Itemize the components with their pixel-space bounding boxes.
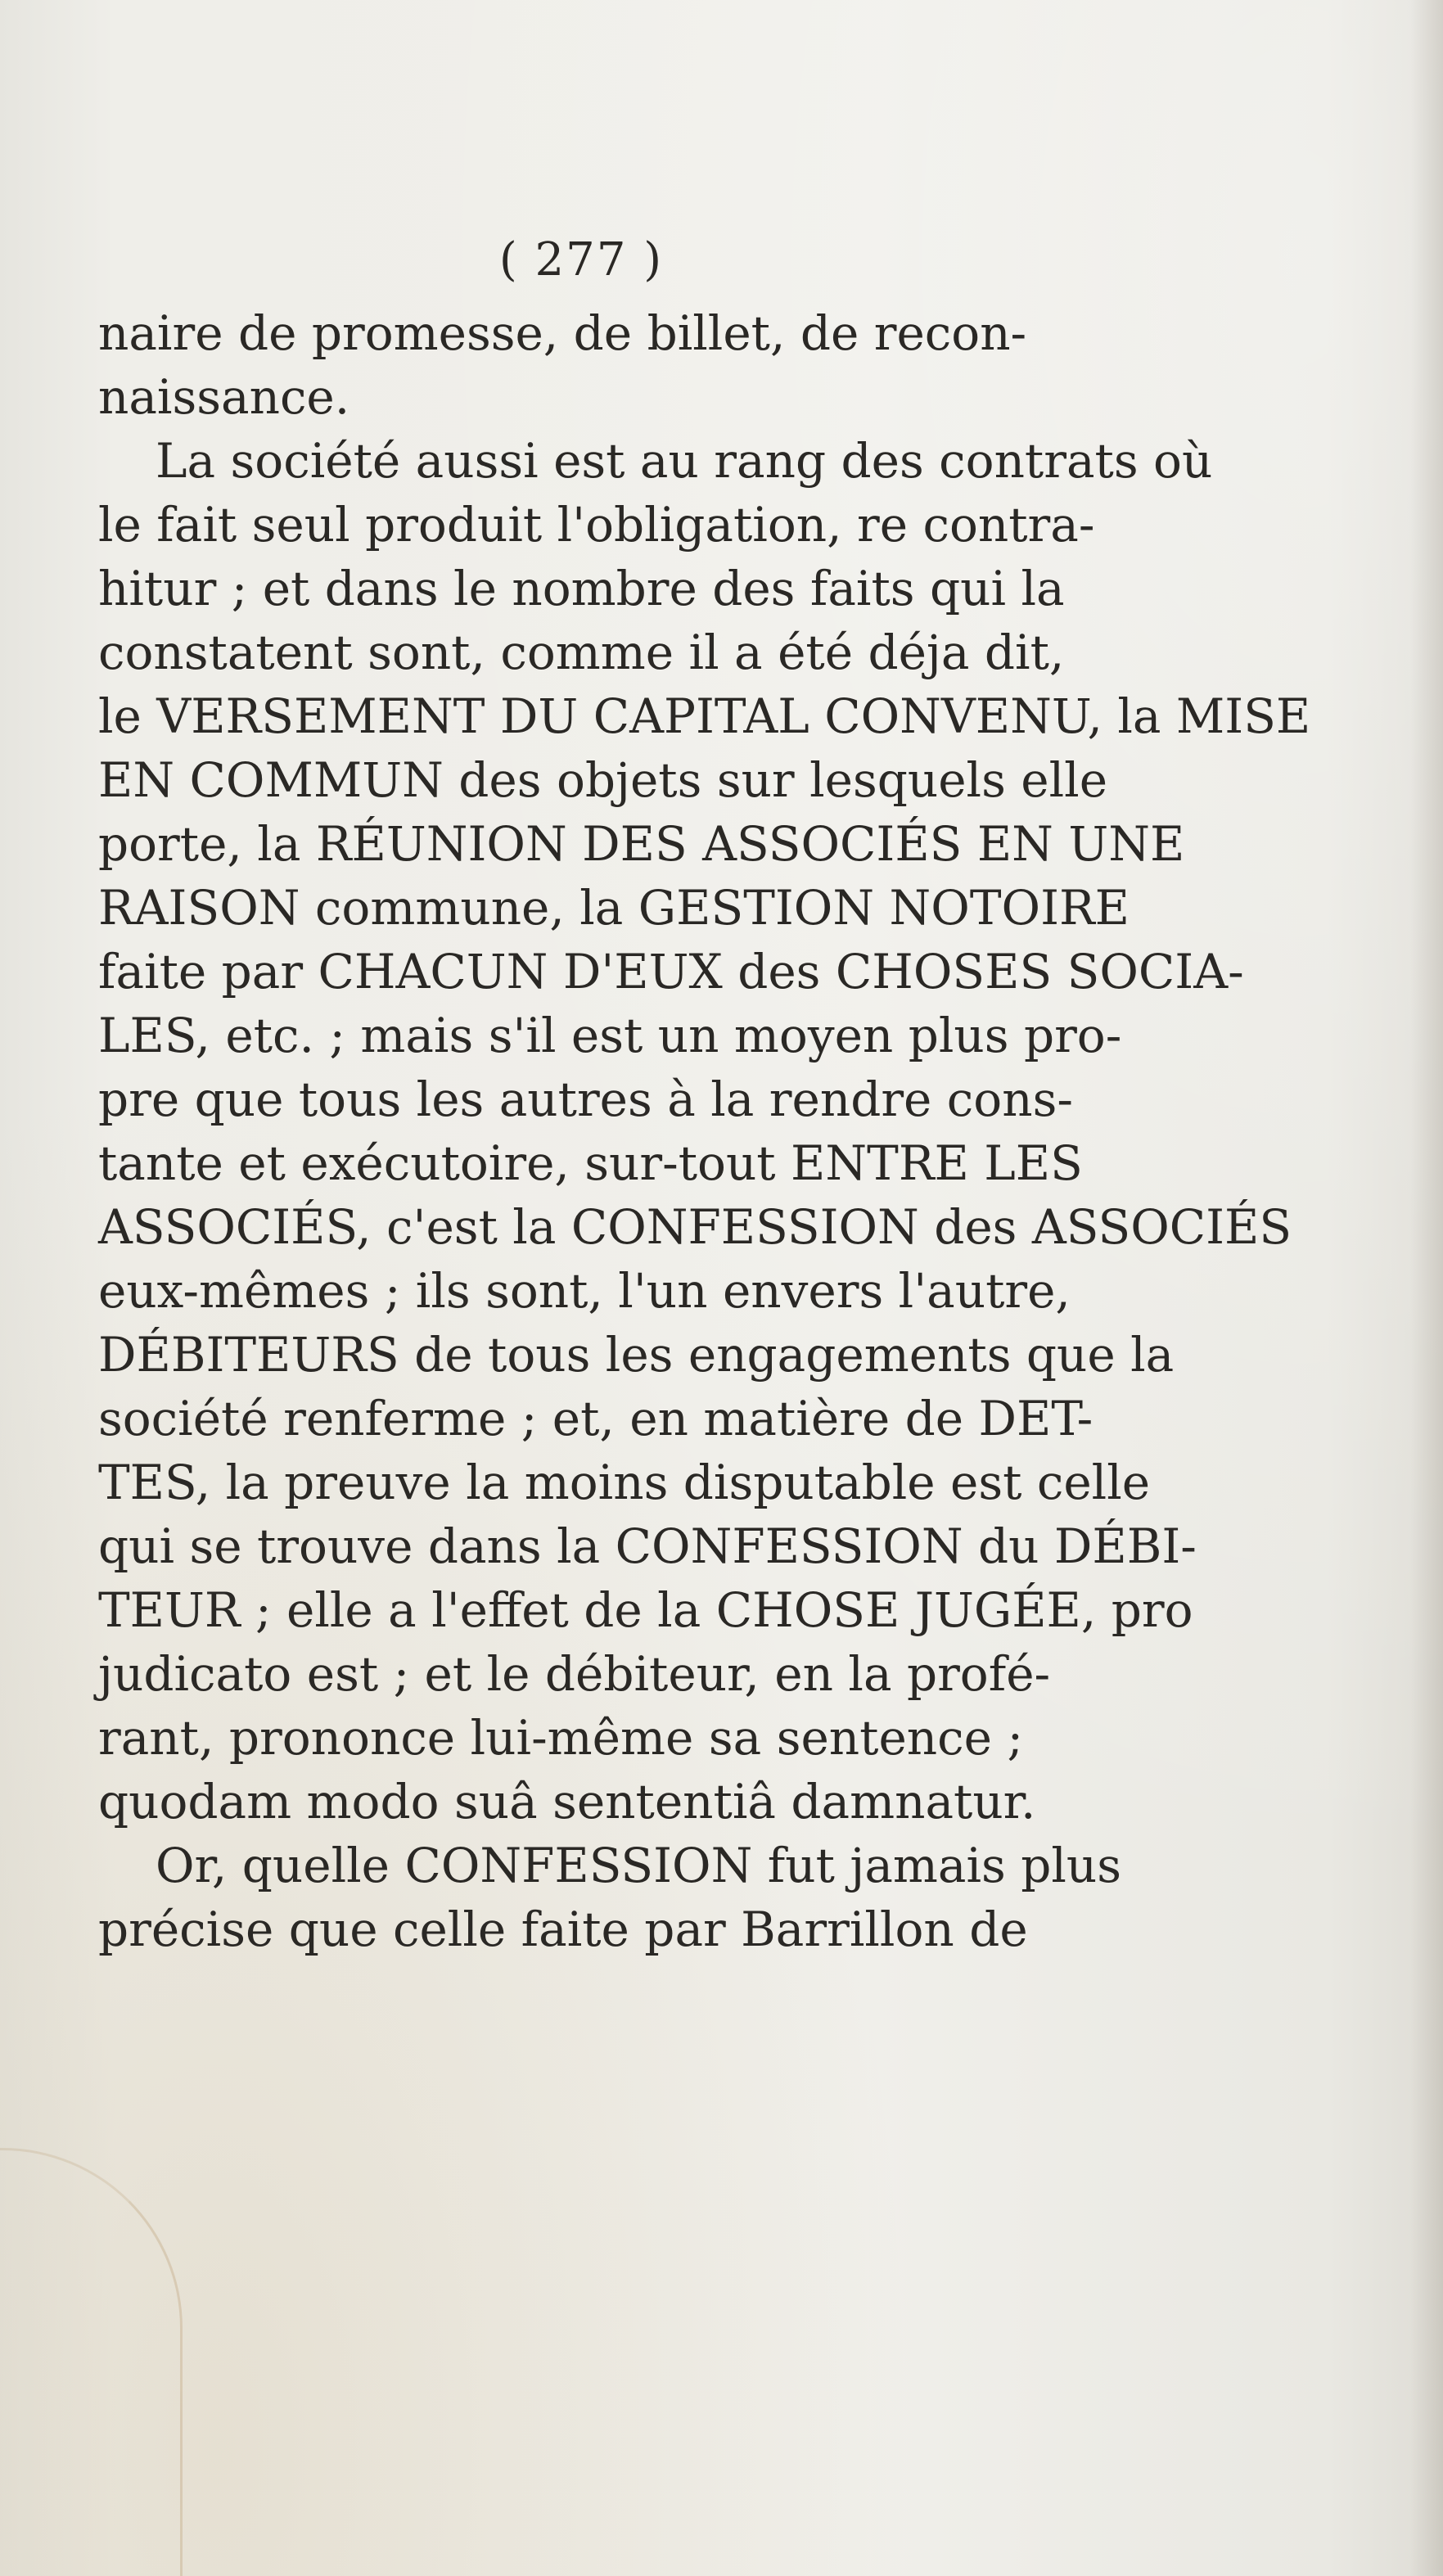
text-line: RAISON commune, la GESTION NOTOIRE	[98, 880, 1130, 936]
page-number: ( 277 )	[498, 233, 664, 286]
text-line: hitur ; et dans le nombre des faits qui la	[98, 561, 1065, 616]
text-line: TES, la preuve la moins disputable est celle	[98, 1455, 1151, 1510]
text-line: le fait seul produit l'obligation, re contra-	[98, 497, 1095, 553]
paper-stain	[0, 2148, 183, 2576]
text-line: TEUR ; elle a l'effet de la CHOSE JUGÉE, pro	[98, 1582, 1193, 1638]
text-line: LES, etc. ; mais s'il est un moyen plus pro-	[98, 1008, 1122, 1063]
text-line: ASSOCIÉS, c'est la CONFESSION des ASSOCIÉS	[98, 1199, 1292, 1255]
page-edge-shadow	[1410, 0, 1443, 2576]
text-line: eux-mêmes ; ils sont, l'un envers l'autre,	[98, 1263, 1071, 1319]
text-line: porte, la RÉUNION DES ASSOCIÉS EN UNE	[98, 816, 1185, 872]
text-line: judicato est ; et le débiteur, en la profé-	[98, 1646, 1051, 1702]
text-line: DÉBITEURS de tous les engagements que la	[98, 1327, 1175, 1383]
text-line: EN COMMUN des objets sur lesquels elle	[98, 752, 1108, 808]
text-line: pre que tous les autres à la rendre cons-	[98, 1071, 1073, 1127]
text-line: qui se trouve dans la CONFESSION du DÉBI-	[98, 1518, 1197, 1574]
text-line: tante et exécutoire, sur-tout ENTRE LES	[98, 1135, 1083, 1191]
text-line: société renferme ; et, en matière de DET-	[98, 1391, 1094, 1446]
text-line: quodam modo suâ sententiâ damnatur.	[98, 1774, 1036, 1829]
text-line: rant, prononce lui-même sa sentence ;	[98, 1710, 1023, 1766]
text-line: naissance.	[98, 369, 350, 425]
text-line: Or, quelle CONFESSION fut jamais plus	[156, 1838, 1122, 1893]
text-line: précise que celle faite par Barrillon de	[98, 1902, 1028, 1957]
text-line: La société aussi est au rang des contrats où	[156, 433, 1213, 489]
text-line: naire de promesse, de billet, de recon-	[98, 305, 1027, 361]
body-text	[98, 301, 1311, 1961]
text-line: le VERSEMENT DU CAPITAL CONVENU, la MISE	[98, 688, 1311, 744]
text-line: faite par CHACUN D'EUX des CHOSES SOCIA-	[98, 944, 1244, 999]
text-line: constatent sont, comme il a été déja dit,	[98, 625, 1065, 680]
